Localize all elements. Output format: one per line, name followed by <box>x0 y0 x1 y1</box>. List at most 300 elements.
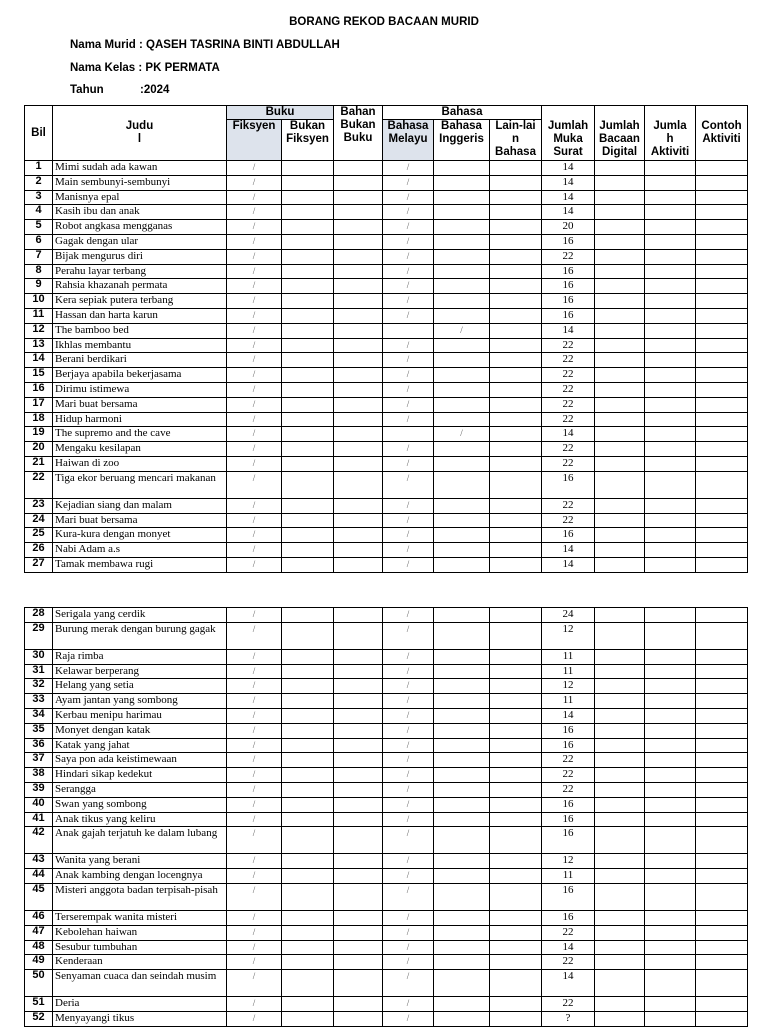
bahasa-melayu-mark: / <box>383 220 434 235</box>
bahasa-inggeris-mark <box>434 622 490 649</box>
table-row <box>25 471 748 498</box>
jumlah-bacaan-digital-cell <box>595 723 645 738</box>
bahasa-inggeris-mark: / <box>434 323 490 338</box>
jumlah-aktiviti-cell <box>645 753 696 768</box>
header-digital-line1: Jumlah <box>599 120 640 132</box>
row-number: 42 <box>25 827 53 854</box>
bahasa-melayu-mark: / <box>383 498 434 513</box>
jumlah-muka-surat: 22 <box>542 955 595 970</box>
row-number: 11 <box>25 308 53 323</box>
contoh-aktiviti-cell <box>696 264 748 279</box>
fiksyen-mark: / <box>227 664 282 679</box>
fiksyen-mark: / <box>227 279 282 294</box>
table-row <box>25 940 748 955</box>
fiksyen-mark: / <box>227 738 282 753</box>
bahasa-melayu-mark: / <box>383 308 434 323</box>
lain-lain-bahasa-cell <box>490 753 542 768</box>
bahasa-melayu-mark: / <box>383 412 434 427</box>
fiksyen-mark: / <box>227 753 282 768</box>
table-row <box>25 543 748 558</box>
book-title: Gagak dengan ular <box>53 234 227 249</box>
contoh-aktiviti-cell <box>696 768 748 783</box>
bahan-bukan-buku-cell <box>334 528 383 543</box>
header-contoh-aktiviti <box>696 106 748 161</box>
lain-lain-bahasa-cell <box>490 190 542 205</box>
bahasa-inggeris-mark <box>434 471 490 498</box>
book-title: Anak tikus yang keliru <box>53 812 227 827</box>
bahan-bukan-buku-cell <box>334 997 383 1012</box>
table-row <box>25 161 748 176</box>
jumlah-bacaan-digital-cell <box>595 649 645 664</box>
jumlah-muka-surat: 11 <box>542 694 595 709</box>
lain-lain-bahasa-cell <box>490 294 542 309</box>
bahasa-melayu-mark: / <box>383 397 434 412</box>
bukan-fiksyen-cell <box>282 910 334 925</box>
bukan-fiksyen-cell <box>282 528 334 543</box>
book-title: Deria <box>53 997 227 1012</box>
jumlah-bacaan-digital-cell <box>595 471 645 498</box>
jumlah-aktiviti-cell <box>645 175 696 190</box>
bukan-fiksyen-cell <box>282 279 334 294</box>
book-title: Swan yang sombong <box>53 797 227 812</box>
bahasa-melayu-mark: / <box>383 161 434 176</box>
header-judul-line1: Judu <box>125 120 154 132</box>
bahasa-inggeris-mark <box>434 528 490 543</box>
jumlah-bacaan-digital-cell <box>595 622 645 649</box>
jumlah-muka-surat: 20 <box>542 220 595 235</box>
jumlah-muka-surat: 12 <box>542 854 595 869</box>
row-number: 39 <box>25 782 53 797</box>
lain-lain-bahasa-cell <box>490 528 542 543</box>
fiksyen-mark: / <box>227 412 282 427</box>
jumlah-muka-surat: 22 <box>542 442 595 457</box>
fiksyen-mark: / <box>227 854 282 869</box>
bahan-bukan-buku-cell <box>334 869 383 884</box>
lain-lain-bahasa-cell <box>490 827 542 854</box>
jumlah-aktiviti-cell <box>645 679 696 694</box>
book-title: Burung merak dengan burung gagak <box>53 622 227 649</box>
bahasa-inggeris-mark <box>434 1011 490 1026</box>
header-melayu-line1: Bahasa <box>387 120 429 132</box>
row-number: 21 <box>25 456 53 471</box>
jumlah-bacaan-digital-cell <box>595 782 645 797</box>
table-row <box>25 427 748 442</box>
bahasa-inggeris-mark <box>434 940 490 955</box>
row-number: 23 <box>25 498 53 513</box>
bahasa-inggeris-mark <box>434 955 490 970</box>
jumlah-aktiviti-cell <box>645 471 696 498</box>
bukan-fiksyen-cell <box>282 175 334 190</box>
bahasa-melayu-mark: / <box>383 264 434 279</box>
contoh-aktiviti-cell <box>696 622 748 649</box>
bahan-bukan-buku-cell <box>334 471 383 498</box>
bahasa-melayu-mark: / <box>383 442 434 457</box>
book-title: Kera sepiak putera terbang <box>53 294 227 309</box>
table-row <box>25 353 748 368</box>
jumlah-aktiviti-cell <box>645 723 696 738</box>
lain-lain-bahasa-cell <box>490 622 542 649</box>
contoh-aktiviti-cell <box>696 323 748 338</box>
bahan-bukan-buku-cell <box>334 427 383 442</box>
jumlah-aktiviti-cell <box>645 738 696 753</box>
bahan-bukan-buku-cell <box>334 608 383 623</box>
contoh-aktiviti-cell <box>696 869 748 884</box>
bukan-fiksyen-cell <box>282 382 334 397</box>
book-title: Bijak mengurus diri <box>53 249 227 264</box>
bahasa-inggeris-mark <box>434 557 490 572</box>
jumlah-bacaan-digital-cell <box>595 205 645 220</box>
bahan-bukan-buku-cell <box>334 940 383 955</box>
jumlah-muka-surat: 16 <box>542 723 595 738</box>
bahasa-inggeris-mark: / <box>434 427 490 442</box>
header-lain-line3: Bahasa <box>495 146 536 158</box>
jumlah-muka-surat: 14 <box>542 427 595 442</box>
row-number: 44 <box>25 869 53 884</box>
bahan-bukan-buku-cell <box>334 294 383 309</box>
jumlah-aktiviti-cell <box>645 557 696 572</box>
bukan-fiksyen-cell <box>282 723 334 738</box>
jumlah-aktiviti-cell <box>645 869 696 884</box>
bahasa-melayu-mark: / <box>383 513 434 528</box>
fiksyen-mark: / <box>227 1011 282 1026</box>
header-contoh-line2: Aktiviti <box>702 133 741 145</box>
bukan-fiksyen-cell <box>282 708 334 723</box>
contoh-aktiviti-cell <box>696 175 748 190</box>
jumlah-aktiviti-cell <box>645 382 696 397</box>
fiksyen-mark: / <box>227 869 282 884</box>
table-row <box>25 827 748 854</box>
bahasa-melayu-mark: / <box>383 925 434 940</box>
book-title: The bamboo bed <box>53 323 227 338</box>
lain-lain-bahasa-cell <box>490 738 542 753</box>
lain-lain-bahasa-cell <box>490 205 542 220</box>
bukan-fiksyen-cell <box>282 970 334 997</box>
bahasa-inggeris-mark <box>434 708 490 723</box>
jumlah-muka-surat: 22 <box>542 249 595 264</box>
bukan-fiksyen-cell <box>282 442 334 457</box>
row-number: 33 <box>25 694 53 709</box>
book-title: The supremo and the cave <box>53 427 227 442</box>
bahasa-melayu-mark: / <box>383 782 434 797</box>
jumlah-muka-surat: 22 <box>542 368 595 383</box>
fiksyen-mark: / <box>227 175 282 190</box>
table-row <box>25 456 748 471</box>
jumlah-muka-surat: 14 <box>542 940 595 955</box>
lain-lain-bahasa-cell <box>490 997 542 1012</box>
bahasa-melayu-mark: / <box>383 249 434 264</box>
fiksyen-mark: / <box>227 382 282 397</box>
table-row <box>25 412 748 427</box>
table-row <box>25 442 748 457</box>
row-number: 50 <box>25 970 53 997</box>
bahasa-inggeris-mark <box>434 498 490 513</box>
jumlah-aktiviti-cell <box>645 412 696 427</box>
bahan-bukan-buku-cell <box>334 622 383 649</box>
jumlah-aktiviti-cell <box>645 970 696 997</box>
fiksyen-mark: / <box>227 308 282 323</box>
table-row <box>25 649 748 664</box>
header-bil-text: Bil <box>31 126 46 139</box>
contoh-aktiviti-cell <box>696 338 748 353</box>
contoh-aktiviti-cell <box>696 456 748 471</box>
bahasa-melayu-mark: / <box>383 723 434 738</box>
jumlah-muka-surat: 16 <box>542 234 595 249</box>
row-number: 26 <box>25 543 53 558</box>
table-row <box>25 664 748 679</box>
jumlah-bacaan-digital-cell <box>595 412 645 427</box>
row-number: 20 <box>25 442 53 457</box>
book-title: Katak yang jahat <box>53 738 227 753</box>
bahan-bukan-buku-cell <box>334 723 383 738</box>
book-title: Nabi Adam a.s <box>53 543 227 558</box>
jumlah-bacaan-digital-cell <box>595 753 645 768</box>
bukan-fiksyen-cell <box>282 608 334 623</box>
fiksyen-mark: / <box>227 827 282 854</box>
jumlah-aktiviti-cell <box>645 768 696 783</box>
contoh-aktiviti-cell <box>696 557 748 572</box>
contoh-aktiviti-cell <box>696 679 748 694</box>
bahasa-melayu-mark <box>383 323 434 338</box>
fiksyen-mark: / <box>227 708 282 723</box>
jumlah-aktiviti-cell <box>645 190 696 205</box>
lain-lain-bahasa-cell <box>490 557 542 572</box>
bahasa-inggeris-mark <box>434 190 490 205</box>
bahan-bukan-buku-cell <box>334 264 383 279</box>
bahasa-inggeris-mark <box>434 234 490 249</box>
reading-record-table-2 <box>24 607 748 1027</box>
jumlah-bacaan-digital-cell <box>595 220 645 235</box>
jumlah-bacaan-digital-cell <box>595 456 645 471</box>
row-number: 29 <box>25 622 53 649</box>
bahasa-inggeris-mark <box>434 649 490 664</box>
header-bahasa-text: Bahasa <box>441 106 483 118</box>
bahasa-melayu-mark: / <box>383 812 434 827</box>
bahan-bukan-buku-cell <box>334 279 383 294</box>
row-number: 28 <box>25 608 53 623</box>
bahasa-melayu-mark: / <box>383 382 434 397</box>
bahasa-inggeris-mark <box>434 513 490 528</box>
jumlah-aktiviti-cell <box>645 528 696 543</box>
bukan-fiksyen-cell <box>282 368 334 383</box>
lain-lain-bahasa-cell <box>490 694 542 709</box>
bahasa-inggeris-mark <box>434 220 490 235</box>
bahasa-melayu-mark: / <box>383 883 434 910</box>
header-lain-line1: Lain-lai <box>495 120 536 132</box>
bahasa-inggeris-mark <box>434 264 490 279</box>
header-aktiviti-line1: Jumla <box>653 120 687 132</box>
jumlah-aktiviti-cell <box>645 498 696 513</box>
table-row <box>25 910 748 925</box>
book-title: Saya pon ada keistimewaan <box>53 753 227 768</box>
jumlah-muka-surat: 16 <box>542 827 595 854</box>
book-title: Senyaman cuaca dan seindah musim <box>53 970 227 997</box>
table-row <box>25 234 748 249</box>
bahasa-melayu-mark: / <box>383 768 434 783</box>
bahasa-inggeris-mark <box>434 738 490 753</box>
row-number: 49 <box>25 955 53 970</box>
fiksyen-mark: / <box>227 234 282 249</box>
bahasa-melayu-mark: / <box>383 622 434 649</box>
jumlah-bacaan-digital-cell <box>595 382 645 397</box>
bukan-fiksyen-cell <box>282 412 334 427</box>
jumlah-muka-surat: 22 <box>542 768 595 783</box>
lain-lain-bahasa-cell <box>490 708 542 723</box>
jumlah-muka-surat: 22 <box>542 456 595 471</box>
bahan-bukan-buku-cell <box>334 679 383 694</box>
table-row <box>25 869 748 884</box>
bukan-fiksyen-cell <box>282 955 334 970</box>
row-number: 35 <box>25 723 53 738</box>
lain-lain-bahasa-cell <box>490 353 542 368</box>
header-bahan-line3: Buku <box>343 132 373 144</box>
contoh-aktiviti-cell <box>696 382 748 397</box>
bahan-bukan-buku-cell <box>334 694 383 709</box>
bahasa-melayu-mark: / <box>383 338 434 353</box>
jumlah-bacaan-digital-cell <box>595 694 645 709</box>
table-row <box>25 782 748 797</box>
fiksyen-mark: / <box>227 205 282 220</box>
fiksyen-mark: / <box>227 970 282 997</box>
jumlah-muka-surat: 12 <box>542 679 595 694</box>
jumlah-muka-surat: 14 <box>542 543 595 558</box>
jumlah-bacaan-digital-cell <box>595 442 645 457</box>
fiksyen-mark: / <box>227 294 282 309</box>
jumlah-bacaan-digital-cell <box>595 397 645 412</box>
lain-lain-bahasa-cell <box>490 883 542 910</box>
contoh-aktiviti-cell <box>696 925 748 940</box>
jumlah-muka-surat: 11 <box>542 649 595 664</box>
contoh-aktiviti-cell <box>696 812 748 827</box>
jumlah-bacaan-digital-cell <box>595 827 645 854</box>
bahasa-inggeris-mark <box>434 608 490 623</box>
lain-lain-bahasa-cell <box>490 768 542 783</box>
row-number: 27 <box>25 557 53 572</box>
lain-lain-bahasa-cell <box>490 970 542 997</box>
bahan-bukan-buku-cell <box>334 782 383 797</box>
bahasa-inggeris-mark <box>434 368 490 383</box>
jumlah-aktiviti-cell <box>645 883 696 910</box>
contoh-aktiviti-cell <box>696 528 748 543</box>
table-row <box>25 679 748 694</box>
fiksyen-mark: / <box>227 622 282 649</box>
bukan-fiksyen-cell <box>282 1011 334 1026</box>
table-row <box>25 622 748 649</box>
book-title: Hidup harmoni <box>53 412 227 427</box>
bukan-fiksyen-cell <box>282 940 334 955</box>
jumlah-bacaan-digital-cell <box>595 323 645 338</box>
bahasa-inggeris-mark <box>434 338 490 353</box>
bukan-fiksyen-cell <box>282 694 334 709</box>
jumlah-aktiviti-cell <box>645 264 696 279</box>
fiksyen-mark: / <box>227 768 282 783</box>
header-digital-line3: Digital <box>601 146 638 158</box>
jumlah-bacaan-digital-cell <box>595 557 645 572</box>
bahasa-inggeris-mark <box>434 997 490 1012</box>
contoh-aktiviti-cell <box>696 664 748 679</box>
bahasa-inggeris-mark <box>434 910 490 925</box>
header-judul-line2: l <box>137 133 142 145</box>
fiksyen-mark: / <box>227 528 282 543</box>
header-bahasa-melayu <box>383 120 434 161</box>
contoh-aktiviti-cell <box>696 782 748 797</box>
lain-lain-bahasa-cell <box>490 249 542 264</box>
jumlah-muka-surat: 14 <box>542 708 595 723</box>
book-title: Raja rimba <box>53 649 227 664</box>
header-bahasa-inggeris <box>434 120 490 161</box>
bukan-fiksyen-cell <box>282 797 334 812</box>
header-jumlah-bacaan-digital <box>595 106 645 161</box>
jumlah-bacaan-digital-cell <box>595 854 645 869</box>
fiksyen-mark: / <box>227 910 282 925</box>
bahasa-inggeris-mark <box>434 308 490 323</box>
lain-lain-bahasa-cell <box>490 1011 542 1026</box>
book-title: Mari buat bersama <box>53 397 227 412</box>
lain-lain-bahasa-cell <box>490 955 542 970</box>
bahan-bukan-buku-cell <box>334 768 383 783</box>
bahasa-inggeris-mark <box>434 294 490 309</box>
contoh-aktiviti-cell <box>696 190 748 205</box>
header-muka-line1: Jumlah <box>547 120 589 132</box>
header-bil <box>25 106 53 161</box>
header-digital-line2: Bacaan <box>599 133 640 145</box>
jumlah-muka-surat: 16 <box>542 883 595 910</box>
bahasa-melayu-mark: / <box>383 528 434 543</box>
contoh-aktiviti-cell <box>696 498 748 513</box>
bahasa-inggeris-mark <box>434 161 490 176</box>
fiksyen-mark: / <box>227 427 282 442</box>
book-title: Berani berdikari <box>53 353 227 368</box>
bahan-bukan-buku-cell <box>334 910 383 925</box>
contoh-aktiviti-cell <box>696 427 748 442</box>
lain-lain-bahasa-cell <box>490 382 542 397</box>
row-number: 16 <box>25 382 53 397</box>
book-title: Dirimu istimewa <box>53 382 227 397</box>
lain-lain-bahasa-cell <box>490 513 542 528</box>
jumlah-bacaan-digital-cell <box>595 338 645 353</box>
book-title: Misteri anggota badan terpisah-pisah <box>53 883 227 910</box>
bahan-bukan-buku-cell <box>334 738 383 753</box>
jumlah-aktiviti-cell <box>645 608 696 623</box>
bukan-fiksyen-cell <box>282 768 334 783</box>
book-title: Kura-kura dengan monyet <box>53 528 227 543</box>
book-title: Sesubur tumbuhan <box>53 940 227 955</box>
bahasa-melayu-mark: / <box>383 664 434 679</box>
header-jumlah-muka-surat <box>542 106 595 161</box>
bukan-fiksyen-cell <box>282 161 334 176</box>
jumlah-aktiviti-cell <box>645 220 696 235</box>
jumlah-muka-surat: ? <box>542 1011 595 1026</box>
bahasa-inggeris-mark <box>434 827 490 854</box>
jumlah-aktiviti-cell <box>645 797 696 812</box>
jumlah-muka-surat: 16 <box>542 738 595 753</box>
contoh-aktiviti-cell <box>696 412 748 427</box>
fiksyen-mark: / <box>227 368 282 383</box>
header-contoh-line1: Contoh <box>701 120 742 132</box>
contoh-aktiviti-cell <box>696 883 748 910</box>
bukan-fiksyen-cell <box>282 782 334 797</box>
row-number: 41 <box>25 812 53 827</box>
jumlah-bacaan-digital-cell <box>595 997 645 1012</box>
bukan-fiksyen-cell <box>282 498 334 513</box>
row-number: 51 <box>25 997 53 1012</box>
jumlah-muka-surat: 14 <box>542 323 595 338</box>
bahan-bukan-buku-cell <box>334 308 383 323</box>
fiksyen-mark: / <box>227 812 282 827</box>
row-number: 47 <box>25 925 53 940</box>
book-title: Ayam jantan yang sombong <box>53 694 227 709</box>
jumlah-muka-surat: 16 <box>542 294 595 309</box>
bukan-fiksyen-cell <box>282 323 334 338</box>
